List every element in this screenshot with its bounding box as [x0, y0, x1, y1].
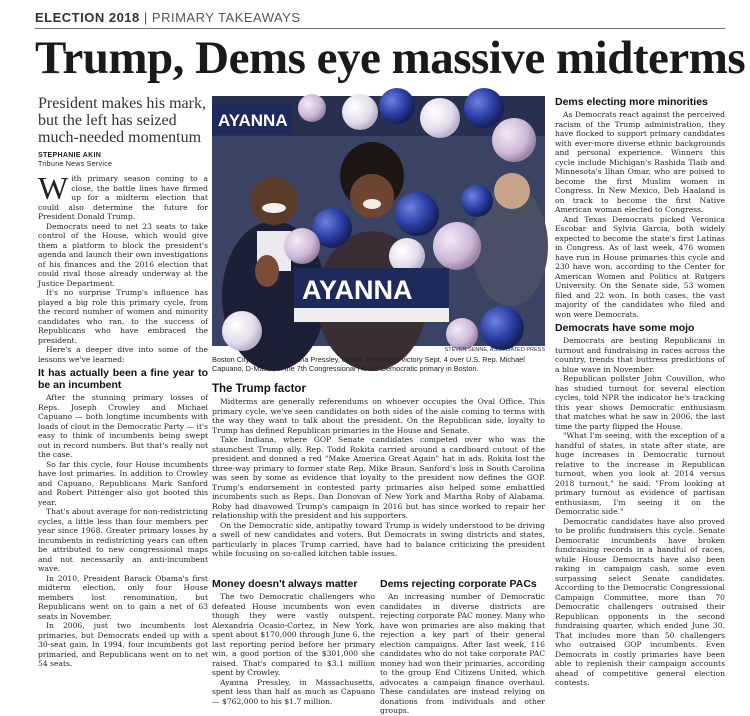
subhead-incumbents: It has actually been a fine year to be an incumbent — [38, 367, 208, 391]
paragraph: Democratic candidates have also proved to be prolific fundraisers this cycle. Senate Democratic incumbents have broken fundraising records in a handful of races, while House Democrats have also been raking in campaign cash, some even surpassing select Senate candidates. According to the Democratic Congressional Campaign Committee, more than 70 Democratic challengers outraised their Republican opponents in the second fundraising quarter, which ended June 30. That includes more than 50 challengers who outraised GOP incumbents. Even Democrats in costly primaries have been able to replenish their campaign accounts ahead of competitive general election contests. — [555, 516, 725, 687]
column-1 — [38, 170, 208, 709]
kicker-separator: | — [143, 10, 148, 25]
paragraph: After the stunning primary losses of Reps. Joseph Crowley and Michael Capuano — both longtime incumbents with loads of clout in the Democratic Party — it's easy to think of incumbents being swept out in record numbers. But that's really not the case. — [38, 393, 208, 459]
paragraph: On the Democratic side, antipathy toward Trump is widely understood to be driving a swell of new candidates and voters. But Democrats in swing districts and states, particularly in places Trump carried, have had to balance criticizing the president while focusing on so-called kitchen table issues. — [212, 520, 545, 558]
subhead-minorities: Dems electing more minorities — [555, 96, 708, 108]
celebration-photo-illustration — [212, 96, 545, 346]
news-photo — [212, 96, 545, 346]
paragraph: Republican pollster John Couvillon, who has studied turnout for several election cycles, told NPR the indicator he's tracking this year shows Democratic enthusiasm that matches what he saw in 2006, the last time the party flipped the House. — [555, 374, 725, 431]
trump-factor-section — [212, 380, 545, 570]
pac-section — [380, 575, 545, 715]
headline: Trump, Dems eye massive midterms — [35, 32, 746, 84]
paragraph: Here's a deeper dive into some of the lessons we've learned: — [38, 345, 208, 364]
photo-credit: STEVEN SENNE, ASSOCIATED PRESS — [444, 347, 545, 353]
paragraph: In 2010, President Barack Obama's first midterm election, only four House members lost renomination, but Republicans went on to gain a net of 63 seats in November. — [38, 573, 208, 621]
subhead-mojo: Democrats have some mojo — [555, 322, 695, 334]
banner-text: AYANNA — [218, 111, 288, 130]
paragraph: Democrats are besting Republicans in turnout and fundraising in races across the country, trends that buttress predictions of a blue wave in November. — [555, 336, 725, 374]
paragraph: Take Indiana, where GOP Senate candidates competed over who was the staunchest Trump ally. Rep. Todd Rokita carried around a cardboard cutout of the president and donned a red "Make America Great Again" hat in ads. Rokita lost the three-way primary to former state Rep. Mike Braun. Sanford's loss in South Carolina was seen by some as evidence that loyalty to the president now defines the GOP. Trump's endorsement in contested party primaries also helped some embattled incumbents such as Reps. Dan Donovan of New York and Martha Roby of Alabama. Roby had disavowed Trump's campaign in 2016 but has since worked to repair her relationship with the president and his supporters. — [212, 435, 545, 520]
paragraph: Democrats need to net 23 seats to take control of the House, which would give them a platform to block the president's agenda and launch their own investigations of his finances and the 2016 election that could rival those already underway at the Justice Department. — [38, 221, 208, 288]
paragraph: An increasing number of Democratic candidates in diverse districts are rejecting corporate PAC money. Many who have won primaries are also making that rejection a key part of their general election campaigns. After last week, 116 candidates who do not take corporate PAC money had won their primaries, according to the group End Citizens United, which advocates a campaign finance overhaul. These candidates are instead relying on donations from individuals and other groups. — [380, 592, 545, 715]
paragraph: It's no surprise Trump's influence has played a big role this primary cycle, from the record number of women and minority candidates who ran, to the success of Republicans who have embraced the president. — [38, 288, 208, 345]
kicker-section: ELECTION 2018 — [35, 10, 140, 25]
paragraph: The two Democratic challengers who defeated House incumbents won even though they were vastly outspent. Alexandria Ocasio-Cortez, in New York, spent about $170,000 through June 6, the last reporting period before her primary win, a good portion of the $301,000 she raised. That's compared to $3.1 million spent by Crowley. — [212, 592, 375, 677]
byline-org: Tribune News Service — [38, 161, 113, 168]
paragraph: In 2006, just two incumbents lost primaries, but Democrats ended up with a 30-seat gain. In 1994, four incumbents got primaried, and Republicans went on to net 54 seats. — [38, 621, 208, 668]
money-section — [212, 575, 375, 709]
sign-text: AYANNA — [302, 275, 413, 305]
subhead-pacs: Dems rejecting corporate PACs — [380, 578, 537, 590]
paragraph: Ayanna Pressley, in Massachusetts, spent less than half as much as Capuano — $762,000 to his $1.7 million. — [212, 677, 375, 706]
photo-caption: Boston City Councilor Ayanna Pressley, center, celebrates victory Sept. 4 over U.S. Rep. Michael Capuano, D-Mass., in the 7th Congressional House Democratic primary in Boston. — [212, 355, 525, 373]
paragraph: "What I'm seeing, with the exception of a handful of states, in state after state, are huge increases in Democratic turnout relative to the increase in Republican turnout, when you look at 2014 versus 2018 turnout," he said. "From looking at primary turnout as evidence of partisan enthusiasm, I'm seeing it on the Democratic side." — [555, 431, 725, 516]
paragraph: As Democrats react against the perceived racism of the Trump administration, they have flocked to support primary candidates with ever-more diverse ethnic backgrounds and personal experience. Winners this cycle include Michigan's Rashida Tlaib and Minnesota's Ilhan Omar, who are poised to become the first Muslim women in Congress. In New Mexico, Deb Haaland is on track to become the first Native American woman elected to Congress. — [555, 110, 725, 214]
column-3 — [555, 96, 725, 709]
paragraph: Midterms are generally referendums on whoever occupies the Oval Office. This primary cycle, we've seen candidates on both sides of the aisle coming to terms with the way they want to talk about the president. On the Republican side, loyalty to Trump has defined Republican primaries in the House and Senate. — [212, 397, 545, 435]
intro-paragraph: With primary season coming to a close, the battle lines have firmed up for a midterm election that could also determine the future for President Donald Trump. — [38, 170, 208, 221]
deck: President makes his mark, but the left has seized much-needed momentum — [38, 95, 206, 146]
drop-cap: W — [38, 170, 69, 206]
section-kicker — [35, 8, 725, 29]
byline-name: STEPHANIE AKIN — [38, 152, 102, 159]
paragraph: So far this cycle, four House incumbents have lost primaries. In addition to Crowley and Capuano, Republicans Mark Sanford and Robert Pittenger also got booted this year. — [38, 459, 208, 507]
subhead-trump-factor: The Trump factor — [212, 383, 306, 395]
kicker-label: PRIMARY TAKEAWAYS — [151, 10, 301, 25]
paragraph: That's about average for non-redistricting cycles, a little less than four members per year since 1968. Greater primary losses by incumbents in redistricting years can often be attributed to new congressional maps and not necessarily an anti-incumbent wave. — [38, 507, 208, 573]
byline — [38, 151, 208, 169]
subhead-money: Money doesn't always matter — [212, 578, 358, 590]
paragraph: And Texas Democrats picked Veronica Escobar and Sylvia Garcia, both widely expected to become the state's first Latinas in Congress. As of last week, 476 women have run in House primaries this cycle and 230 have won, according to the Center for American Women and Politics at Rutgers University. On the Senate side, 53 women filed and 22 won. In both cases, the vast majority of the candidates who filed and won were Democrats. — [555, 214, 725, 319]
